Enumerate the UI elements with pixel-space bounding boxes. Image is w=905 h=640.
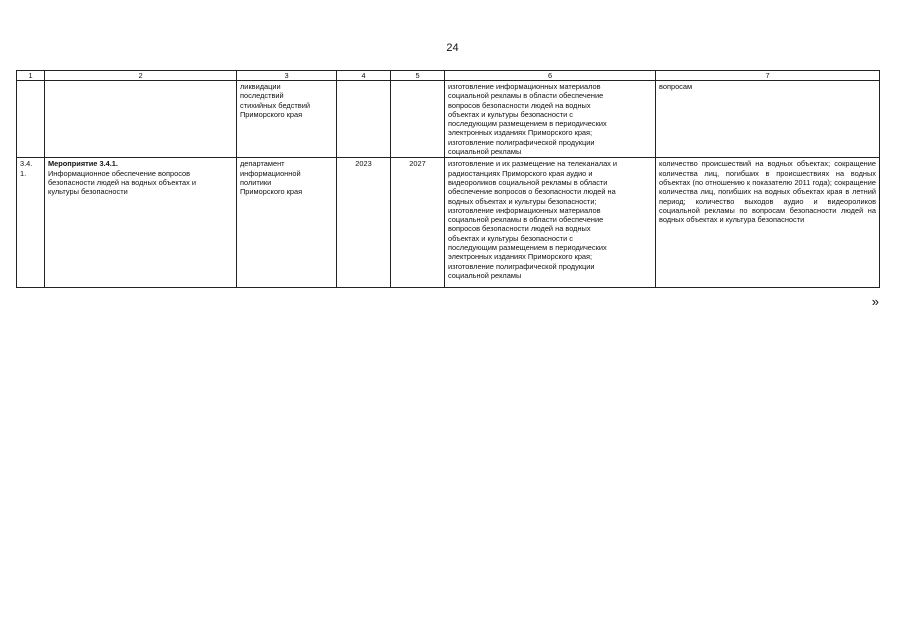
indicators-cell: вопросам — [656, 81, 880, 158]
end-year-cell — [391, 81, 445, 158]
column-header: 4 — [337, 71, 391, 81]
activity-text: Информационное обеспечение вопросов безопасности людей на водных объектах и культуры безопасности — [48, 168, 196, 197]
column-header: 6 — [445, 71, 656, 81]
column-header: 7 — [656, 71, 880, 81]
executor-cell: ликвидации последствий стихийных бедствий Приморского края — [237, 81, 337, 158]
page-number: 24 — [446, 42, 459, 54]
activity-title: Мероприятие 3.4.1. — [48, 159, 118, 169]
header-row — [17, 71, 880, 81]
activity-cell — [45, 158, 237, 288]
column-header: 3 — [237, 71, 337, 81]
closing-quote-mark: » — [871, 294, 879, 309]
column-header: 5 — [391, 71, 445, 81]
results-cell: изготовление информационных материалов социальной рекламы в области обеспечение вопросов безопасности людей на водных объектах и культуры безопасности с последующим размещением в периодических электронных изданиях Приморского края; изготовление полиграфической продукции социальной рекламы — [445, 81, 656, 158]
activity-cell — [45, 81, 237, 158]
end-year-cell: 2027 — [391, 158, 445, 288]
results-cell: изготовление и их размещение на телеканалах и радиостанциях Приморского края аудио и видеороликов социальной рекламы в области обеспечение вопросов о безопасности людей на водных объектах и культуры безопасности; изготовление информационных материалов социальной рекламы в области обеспечение вопросов безопасности людей на водных объектах и культуры безопасности с последующим размещением в периодических электронных изданиях Приморского края; изготовление полиграфической продукции социальной рекламы — [445, 158, 656, 288]
executor-cell: департамент информационной политики Приморского края — [237, 158, 337, 288]
start-year-cell: 2023 — [337, 158, 391, 288]
indicators-cell: количество происшествий на водных объектах; сокращение количества лиц, погибших в происшествиях на водных объектах (по отношению к показателю 2011 года); сокращение количества лиц, погибших на водных объектах края в летний период; количество выходов аудио и видеороликов социальной рекламы по вопросам безопасности людей на водных объектах и культура безопасности — [656, 158, 880, 288]
column-header: 1 — [17, 71, 45, 81]
start-year-cell — [337, 81, 391, 158]
row-number — [17, 81, 45, 158]
table-row — [17, 81, 880, 158]
program-table — [16, 70, 880, 288]
row-number: 3.4. 1. — [17, 158, 45, 288]
table-row — [17, 158, 880, 288]
column-header: 2 — [45, 71, 237, 81]
